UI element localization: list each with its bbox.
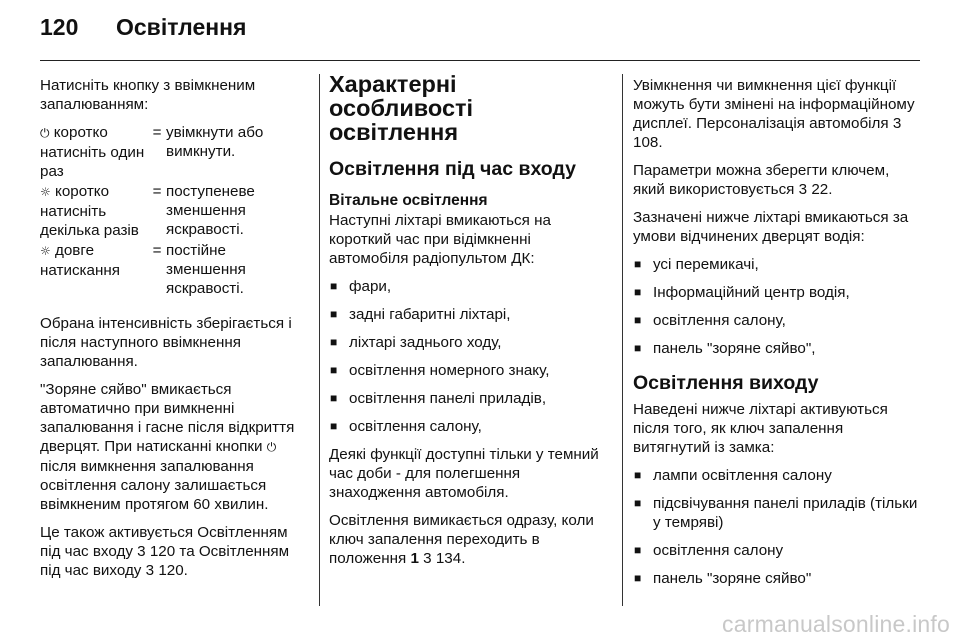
page-ref[interactable]: 134. <box>435 550 466 567</box>
column-divider-1 <box>319 74 320 606</box>
list-item: ■ Інформаційний центр водія, <box>633 283 919 302</box>
paragraph: Освітлення вимикається одразу, коли ключ запалення переходить в положення 1 3 134. <box>329 512 594 567</box>
page-ref-icon: 3 <box>892 115 902 132</box>
paragraph: "Зоряне сяйво" вмикається автоматично при вимкненні запалювання і гасне після відкриття дверцят. При натисканні кнопки ⏻ після вимкнення запалювання освітлення салону залишається ввімкненим протягом 60 хвилин. <box>40 381 295 513</box>
power-icon: ⏻ <box>40 126 50 140</box>
intro-text: Натисніть кнопку з ввімкненим запалюванням: <box>40 77 256 113</box>
paragraph: Параметри можна зберегти ключем, який використовується 3 22. <box>633 162 890 198</box>
option-row: ☼ довге натискання = постійне зменшення яскравості. <box>40 242 246 297</box>
paragraph: Зазначені нижче ліхтарі вмикаються за умови відчинених дверцят водія: <box>633 209 909 245</box>
page-ref-icon: 3 <box>423 550 432 567</box>
paragraph: Це також активується Освітленням під час входу 3 120 та Освітленням під час виходу 3 120. <box>40 524 290 579</box>
watermark: carmanualsonline.info <box>722 611 950 637</box>
option-row: ⏻ коротко натисніть один раз = увімкнути або вимкнути. <box>40 124 264 180</box>
list-item: ■ освітлення салону <box>633 541 919 560</box>
light-list <box>329 277 604 436</box>
list-item: ■ освітлення салону, <box>329 417 604 436</box>
door-light-list <box>633 255 919 358</box>
header-divider <box>40 60 920 61</box>
list-item: ■ лампи освітлення салону <box>633 466 919 485</box>
paragraph: Обрана інтенсивність зберігається і після наступного ввімкнення запалювання. <box>40 315 292 370</box>
dim-light-icon: ☼ <box>40 244 51 258</box>
list-item: ■ панель "зоряне сяйво" <box>633 569 919 588</box>
list-item: ■ освітлення номерного знаку, <box>329 361 604 380</box>
minor-heading: Вітальне освітлення <box>329 192 488 209</box>
dim-light-icon: ☼ <box>40 185 51 199</box>
list-item: ■ освітлення панелі приладів, <box>329 389 604 408</box>
page-header <box>40 14 246 54</box>
page-ref[interactable]: 108. <box>633 134 663 151</box>
page-number: 120 <box>40 14 79 40</box>
column-2 <box>329 72 604 577</box>
page-ref[interactable]: 22. <box>811 181 833 198</box>
subsection-heading: Освітлення виходу <box>633 372 819 394</box>
section-heading: Характерні особливості освітлення <box>329 71 474 145</box>
page-ref-icon: 3 <box>137 543 146 560</box>
list-item: ■ підсвічування панелі приладів (тільки у темряві) <box>633 494 919 532</box>
list-item: ■ усі перемикачі, <box>633 255 919 274</box>
button-options-table <box>40 123 306 298</box>
page-ref-icon: 3 <box>798 181 808 198</box>
list-item: ■ панель "зоряне сяйво", <box>633 339 919 358</box>
list-item: ■ задні габаритні ліхтарі, <box>329 305 604 324</box>
page-ref[interactable]: 120. <box>158 562 188 579</box>
paragraph: Увімкнення чи вимкнення цієї функції можуть бути змінені на інформаційному дисплеї. Персоналізація автомобіля 3 108. <box>633 77 915 151</box>
exit-light-list <box>633 466 919 588</box>
list-item: ■ ліхтарі заднього ходу, <box>329 333 604 352</box>
paragraph: Наведені нижче ліхтарі активуються після того, як ключ запалення витягнутий із замка: <box>633 401 888 456</box>
page-ref-icon: 3 <box>145 562 155 579</box>
paragraph: Наступні ліхтарі вмикаються на короткий час при відімкненні автомобіля радіопультом ДК: <box>329 212 551 267</box>
power-icon: ⏻ <box>266 440 277 454</box>
paragraph: Деякі функції доступні тільки у темний час доби - для полегшення знаходження автомобіля. <box>329 446 599 501</box>
column-1 <box>40 76 306 589</box>
page-title: Освітлення <box>116 14 247 40</box>
option-row: ☼ коротко натисніть декілька разів = поступеневе зменшення яскравості. <box>40 183 255 239</box>
page-ref[interactable]: 120 <box>149 543 176 560</box>
subsection-heading: Освітлення під час входу <box>329 158 576 180</box>
column-3 <box>633 76 919 597</box>
column-divider-2 <box>622 74 623 606</box>
list-item: ■ фари, <box>329 277 604 296</box>
list-item: ■ освітлення салону, <box>633 311 919 330</box>
